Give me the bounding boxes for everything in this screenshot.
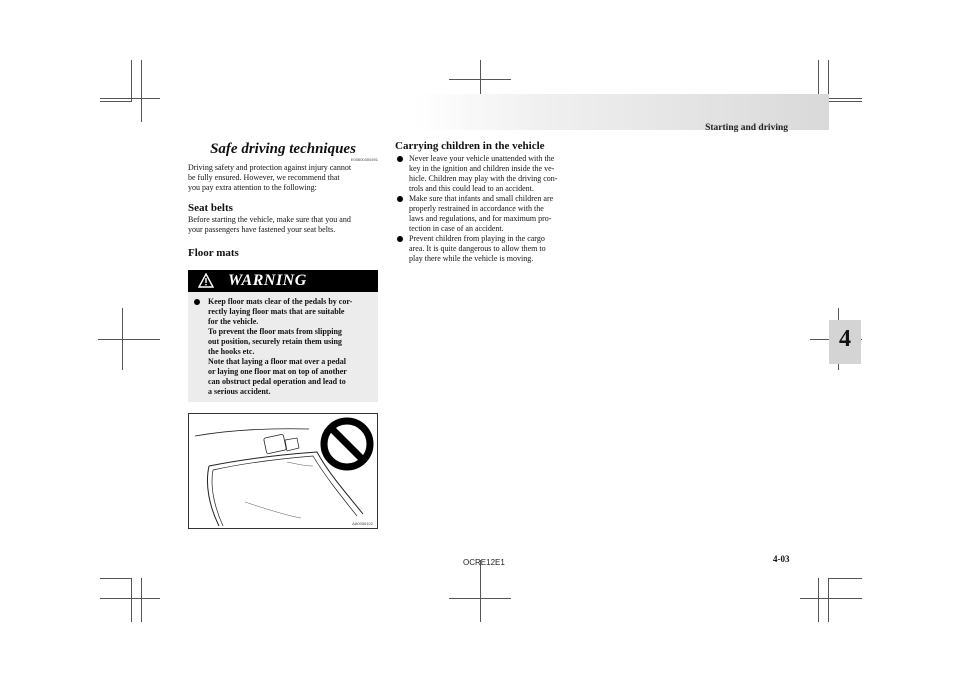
text-line: trols and this could lead to an accident.	[409, 184, 534, 193]
crop-mark	[131, 60, 132, 102]
warning-box	[188, 270, 378, 402]
prohibition-icon	[324, 421, 370, 467]
text-line: rectly laying floor mats that are suitable	[208, 307, 345, 316]
seat-belts-paragraph	[188, 215, 378, 235]
text-line: play there while the vehicle is moving.	[409, 254, 534, 263]
text-line: area. It is quite dangerous to allow them to	[409, 244, 546, 253]
header-title: Starting and driving	[705, 123, 788, 133]
text-line: a serious accident.	[208, 387, 271, 396]
text-line: Prevent children from playing in the cargo	[409, 234, 545, 243]
text-line: or laying one floor mat on top of another	[208, 367, 347, 376]
section-code: E00600300491	[350, 157, 378, 162]
right-column	[395, 140, 583, 264]
text-line: the hooks etc.	[208, 347, 255, 356]
crop-mark	[818, 578, 819, 622]
text-line: can obstruct pedal operation and lead to	[208, 377, 346, 386]
crop-mark	[449, 79, 511, 80]
crop-mark	[828, 101, 862, 102]
crop-mark	[100, 578, 132, 579]
text-line: out position, securely retain them using	[208, 337, 342, 346]
text-line: Keep floor mats clear of the pedals by cor-	[208, 297, 353, 306]
text-line: To prevent the floor mats from slipping	[208, 327, 342, 336]
chapter-number: 4	[839, 326, 851, 352]
warning-triangle-icon	[198, 273, 214, 288]
bullet-icon	[397, 156, 403, 162]
text-line: your passengers have fastened your seat belts.	[188, 225, 336, 234]
crop-mark	[100, 101, 132, 102]
crop-mark	[141, 60, 142, 122]
crop-mark	[828, 578, 862, 579]
warning-item	[194, 297, 372, 397]
floor-mats-heading: Floor mats	[188, 247, 239, 259]
text-line: Never leave your vehicle unattended with the	[409, 154, 555, 163]
bullet-icon	[397, 196, 403, 202]
text-line: Make sure that infants and small children are	[409, 194, 554, 203]
warning-list	[188, 292, 378, 397]
page-number: 4-03	[773, 554, 790, 564]
seat-belts-heading: Seat belts	[188, 202, 233, 214]
text-line: key in the ignition and children inside the ve-	[409, 164, 555, 173]
bullet-icon	[397, 236, 403, 242]
warning-title: WARNING	[228, 272, 307, 289]
crop-mark	[449, 598, 511, 599]
crop-mark	[141, 578, 142, 622]
crop-mark	[98, 339, 160, 340]
text-line: properly restrained in accordance with the	[409, 204, 544, 213]
left-column	[188, 140, 378, 259]
text-line: tection in case of an accident.	[409, 224, 504, 233]
children-heading: Carrying children in the vehicle	[395, 140, 545, 152]
text-line: laws and regulations, and for maximum pro-	[409, 214, 552, 223]
text-line: you pay extra attention to the following:	[188, 183, 317, 192]
crop-mark	[800, 598, 862, 599]
warning-header	[188, 270, 378, 292]
text-line: hicle. Children may play with the driving con-	[409, 174, 558, 183]
crop-mark	[131, 578, 132, 622]
crop-mark	[100, 98, 160, 99]
text-line: be fully ensured. However, we recommend that	[188, 173, 340, 182]
figure-code: AA0056102	[352, 521, 373, 526]
footer-code: OCRE12E1	[463, 558, 505, 567]
text-line: Note that laying a floor mat over a pedal	[208, 357, 346, 366]
section-title: Safe driving techniques	[210, 141, 356, 157]
intro-paragraph	[188, 163, 378, 193]
children-item	[395, 154, 583, 194]
crop-mark	[828, 578, 829, 622]
text-line: for the vehicle.	[208, 317, 259, 326]
text-line: Before starting the vehicle, make sure that you and	[188, 215, 351, 224]
floor-mat-figure	[188, 413, 378, 529]
crop-mark	[100, 598, 160, 599]
children-item	[395, 194, 583, 234]
text-line: Driving safety and protection against injury cannot	[188, 163, 352, 172]
bullet-icon	[194, 299, 200, 305]
children-list	[395, 154, 583, 264]
children-item	[395, 234, 583, 264]
crop-mark	[480, 560, 481, 622]
floor-mat-illustration	[189, 414, 377, 528]
